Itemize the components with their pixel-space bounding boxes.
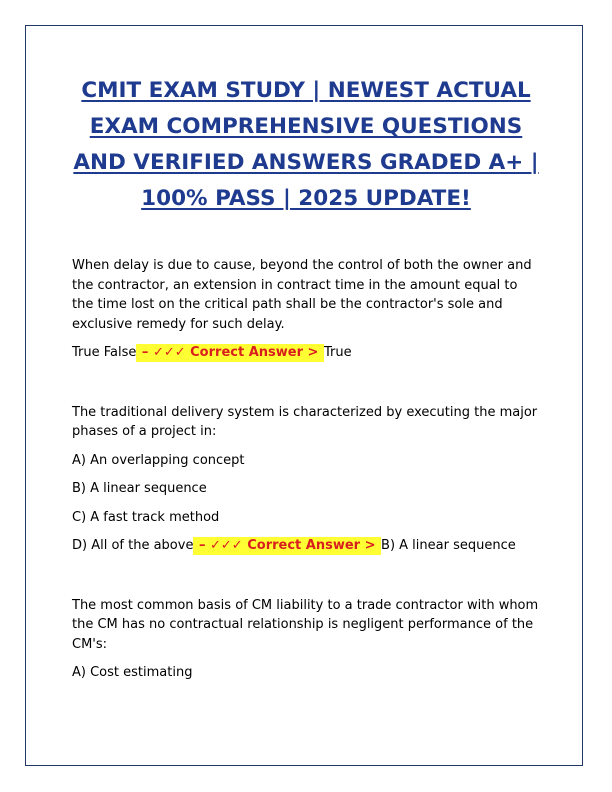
question-text: The most common basis of CM liability to a trade contractor with whom the CM has no contractual relationship is negligent performance of the CM's:	[72, 597, 539, 652]
options-line: True False	[72, 345, 137, 360]
answer-line	[72, 536, 542, 556]
question-text: When delay is due to cause, beyond the control of both the owner and the contractor, an extension in contract time in the amount equal to the time lost on the critical path shall be the contractor's sole and exclusive remedy for such delay.	[72, 258, 532, 332]
question-1	[72, 256, 542, 363]
questions-content	[72, 256, 542, 692]
option-a: A) An overlapping concept	[72, 452, 245, 468]
correct-answer: True	[323, 345, 352, 360]
option-b: B) A linear sequence	[72, 481, 207, 496]
document-title: CMIT EXAM STUDY | NEWEST ACTUAL EXAM COMPREHENSIVE QUESTIONS AND VERIFIED ANSWERS GRADED A+ | 100% PASS | 2025 UPDATE!	[73, 78, 539, 211]
option-a: A) Cost estimating	[72, 665, 193, 680]
correct-answer-marker: – ✓✓✓ Correct Answer >	[137, 345, 323, 360]
correct-answer: B) A linear sequence	[381, 538, 516, 553]
question-text: The traditional delivery system is characterized by executing the major phases of a project in:	[72, 404, 538, 439]
question-2	[72, 403, 542, 556]
question-3	[72, 596, 542, 683]
option-d: D) All of the above	[72, 538, 194, 553]
correct-answer-marker: – ✓✓✓ Correct Answer >	[194, 538, 381, 553]
answer-line	[72, 343, 542, 363]
option-c: C) A fast track method	[72, 509, 220, 525]
